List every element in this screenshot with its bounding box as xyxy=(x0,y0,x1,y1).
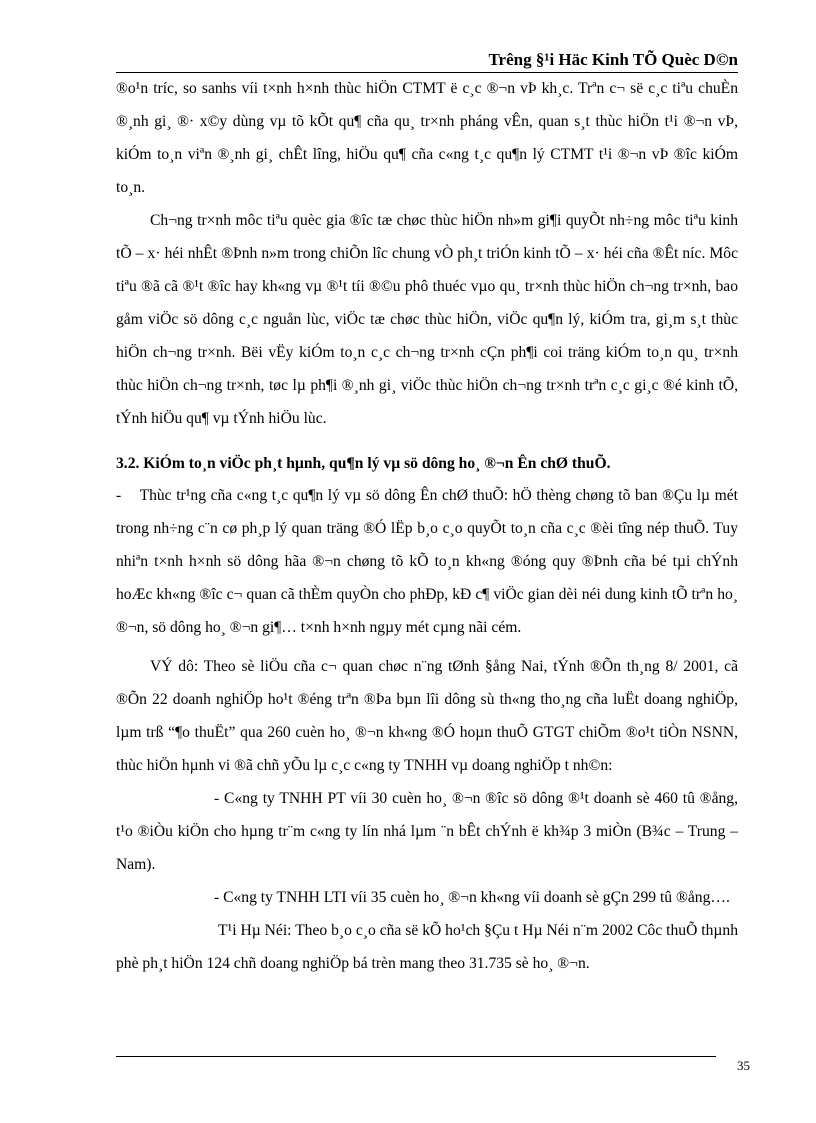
page-header: Trêng §¹i Häc Kinh TÕ Quèc D©n xyxy=(488,50,738,69)
document-body xyxy=(116,72,738,980)
paragraph-national-programs: Ch¬ng tr×nh môc tiªu quèc gia ®îc tæ chøc thùc hiÖn nh»m gi¶i quyÕt nh÷ng môc tiªu kinh tÕ – x· héi nhÊt ®Þnh n»m trong chiÕn lîc chung vÒ ph¸t triÓn kinh tÕ – x· héi cña ®Êt níc. Môc tiªu ®ã cã ®¹t ®îc hay kh«ng vµ ®¹t tíi ®©u phô thuéc vµo qu¸ tr×nh thùc hiÖn ch¬ng tr×nh, bao gåm viÖc sö dông c¸c nguån lùc, viÖc tæ chøc thùc hiÖn, viÖc qu¶n lý, kiÓm tra, gi¸m s¸t thùc hiÖn ch¬ng tr×nh. Bëi vËy kiÓm to¸n c¸c ch¬ng tr×nh cÇn ph¶i coi träng kiÓm to¸n qu¸ tr×nh thùc hiÖn ch¬ng tr×nh, tøc lµ ph¶i ®¸nh gi¸ viÖc thùc hiÖn ch¬ng tr×nh trªn c¸c gi¸c ®é kinh tÕ, tÝnh hiÖu qu¶ vµ tÝnh hiÖu lùc. xyxy=(116,212,738,427)
paragraph-invoice-status xyxy=(116,479,738,644)
list-item-company-lti: - C«ng ty TNHH LTI víi 35 cuèn ho¸ ®¬n kh«ng víi doanh sè gÇn 299 tû ®ång…. xyxy=(214,889,730,906)
page-number: 35 xyxy=(737,1058,750,1073)
list-item-company-pt: - C«ng ty TNHH PT víi 30 cuèn ho¸ ®¬n ®îc sö dông ®¹t doanh sè 460 tû ®ång, t¹o ®iÒu kiÖn cho hµng tr¨m c«ng ty lín nhá lµm ¨n bÊt chÝnh ë kh¾p 3 miÒn (B¾c – Trung – Nam). xyxy=(116,790,738,873)
invoice-status-text: Thùc tr¹ng cña c«ng t¸c qu¶n lý vµ sö dông Ên chØ thuÕ: hÖ thèng chøng tõ ban ®Çu lµ mét trong nh÷ng c¨n cø ph¸p lý quan träng ®Ó lËp b¸o c¸o quyÕt to¸n cña c¸c ®èi tîng nép thuÕ. Tuy nhiªn t×nh h×nh sö dông hãa ®¬n chøng tõ kÕ to¸n kh«ng ®óng quy ®Þnh cña bé tµi chÝnh hoÆc kh«ng ®îc c¬ quan cã thÈm quyÒn cho phÐp, kÐ c¶ viÖc gian dèi néi dung kinh tÕ trªn ho¸ ®¬n, sö dông ho¸ ®¬n gi¶… t×nh h×nh ngµy mét cµng nãi cém. xyxy=(116,487,738,636)
bullet-marker: - xyxy=(116,487,122,504)
paragraph-example-dong-nai: VÝ dô: Theo sè liÖu cña c¬ quan chøc n¨ng tØnh §ång Nai, tÝnh ®Õn th¸ng 8/ 2001, cã ®Õn 22 doanh nghiÖp ho¹t ®éng trªn ®Þa bµn lîi dông sù th«ng tho¸ng cña luËt doang nghiÖp, lµm trß “¶o thuËt” qua 260 cuèn ho¸ ®¬n kh«ng ®Ó hoµn thuÕ GTGT chiÕm ®o¹t tiÒn NSNN, thùc hiÖn hµnh vi ®ã chñ yÕu lµ c¸c c«ng ty TNHH vµ doang nghiÖp t nh©n: xyxy=(116,658,738,774)
section-heading: 3.2. KiÓm to¸n viÖc ph¸t hµnh, qu¶n lý vµ sö dông ho¸ ®¬n Ên chØ thuÕ. xyxy=(116,455,611,472)
paragraph-continuation: ®o¹n tríc, so sanhs víi t×nh h×nh thùc hiÖn CTMT ë c¸c ®¬n vÞ kh¸c. Trªn c¬ së c¸c tiªu chuÈn ®¸nh gi¸ ®· x©y dùng vµ tõ kÕt qu¶ cña qu¸ tr×nh pháng vÊn, quan s¸t thùc hiÖn t¹i ®¬n vÞ, kiÓm to¸n viªn ®¸nh gi¸ chÊt lîng, hiÖu qu¶ cña c«ng t¸c qu¶n lý CTMT t¹i ®¬n vÞ ®îc kiÓm to¸n. xyxy=(116,80,738,196)
footer-divider xyxy=(116,1056,716,1057)
paragraph-ha-noi: T¹i Hµ Néi: Theo b¸o c¸o cña së kÕ ho¹ch §Çu t Hµ Néi n¨m 2002 Côc thuÕ thµnh phè ph¸t hiÖn 124 chñ doang nghiÖp bá trèn mang theo 31.735 sè ho¸ ®¬n. xyxy=(116,922,738,972)
